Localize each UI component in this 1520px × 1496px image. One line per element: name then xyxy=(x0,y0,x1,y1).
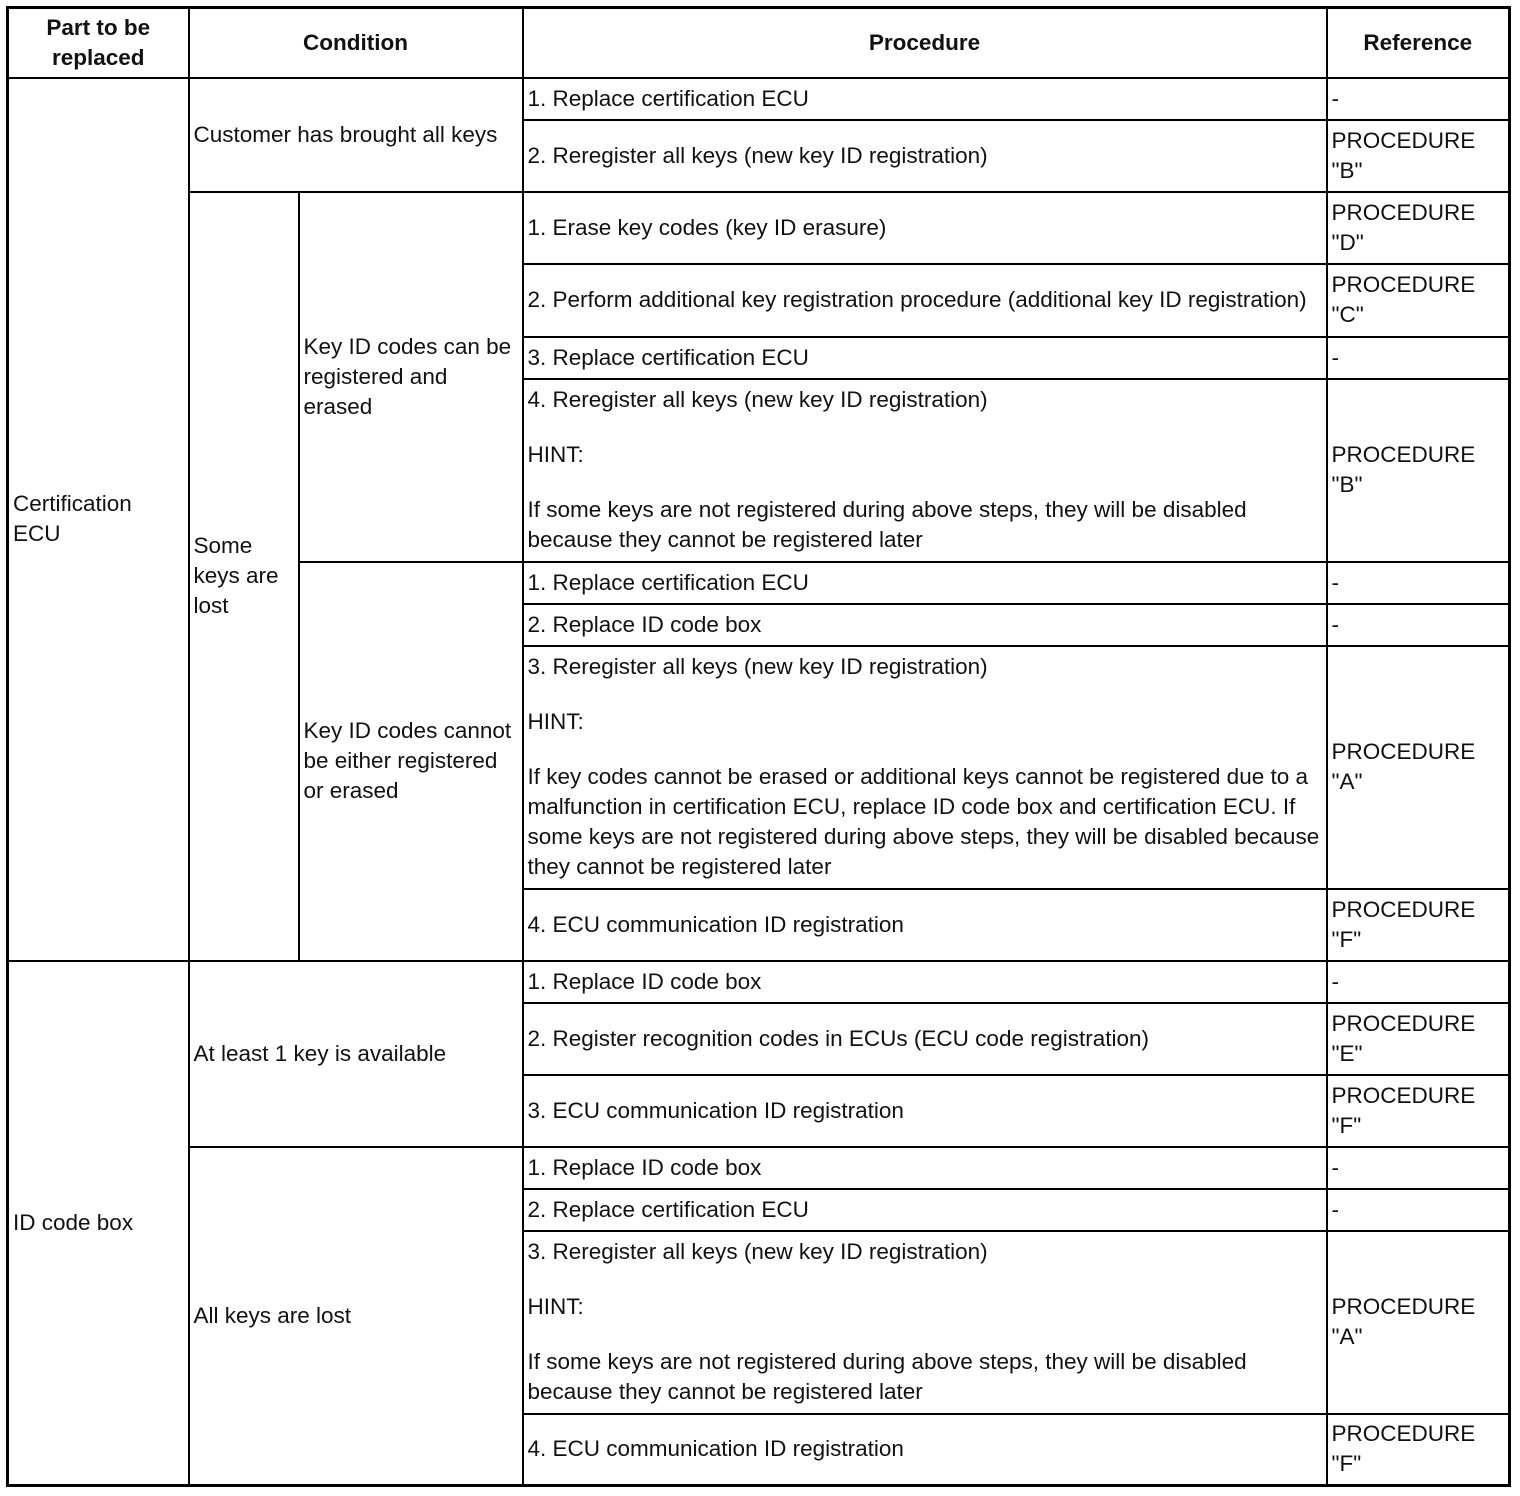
hint-label: HINT: xyxy=(527,709,584,734)
procedure-step-with-hint xyxy=(523,379,1327,562)
header-part: Part to be replaced xyxy=(8,8,189,78)
header-row xyxy=(8,8,1510,78)
reference-cell: - xyxy=(1327,604,1510,646)
condition-all-keys: Customer has brought all keys xyxy=(189,78,523,192)
reference-cell: PROCEDURE "B" xyxy=(1327,120,1510,192)
hint-text: If some keys are not registered during above steps, they will be disabled because they cannot be registered later xyxy=(527,1349,1247,1404)
subcondition-cannot-register: Key ID codes cannot be either registered or erased xyxy=(299,562,523,961)
reference-cell: PROCEDURE "F" xyxy=(1327,1075,1510,1147)
procedure-step: 3. Reregister all keys (new key ID registration) xyxy=(527,654,988,679)
reference-cell: PROCEDURE "D" xyxy=(1327,192,1510,264)
part-certification-ecu: Certification ECU xyxy=(8,78,189,961)
table-row xyxy=(8,192,1510,264)
procedure-step: 4. ECU communication ID registration xyxy=(523,889,1327,961)
procedure-step: 2. Reregister all keys (new key ID registration) xyxy=(523,120,1327,192)
procedure-step: 3. Replace certification ECU xyxy=(523,337,1327,379)
part-id-code-box: ID code box xyxy=(8,961,189,1486)
header-condition: Condition xyxy=(189,8,523,78)
table-row xyxy=(8,961,1510,1003)
reference-cell: PROCEDURE "B" xyxy=(1327,379,1510,562)
hint-text: If some keys are not registered during above steps, they will be disabled because they cannot be registered later xyxy=(527,497,1247,552)
table-row xyxy=(8,1147,1510,1189)
condition-at-least-one-key: At least 1 key is available xyxy=(189,961,523,1147)
reference-cell: PROCEDURE "A" xyxy=(1327,1231,1510,1414)
subcondition-can-register: Key ID codes can be registered and erased xyxy=(299,192,523,562)
procedure-step: 2. Register recognition codes in ECUs (ECU code registration) xyxy=(523,1003,1327,1075)
procedure-step: 1. Replace ID code box xyxy=(523,961,1327,1003)
condition-some-keys-lost: Some keys are lost xyxy=(189,192,299,961)
procedure-step: 1. Replace certification ECU xyxy=(523,562,1327,604)
procedure-step: 1. Replace ID code box xyxy=(523,1147,1327,1189)
reference-cell: PROCEDURE "E" xyxy=(1327,1003,1510,1075)
header-procedure: Procedure xyxy=(523,8,1327,78)
procedure-step: 1. Replace certification ECU xyxy=(523,78,1327,120)
reference-cell: PROCEDURE "F" xyxy=(1327,889,1510,961)
reference-cell: PROCEDURE "F" xyxy=(1327,1414,1510,1486)
reference-cell: PROCEDURE "A" xyxy=(1327,646,1510,889)
reference-cell: PROCEDURE "C" xyxy=(1327,264,1510,337)
reference-cell: - xyxy=(1327,337,1510,379)
reference-cell: - xyxy=(1327,562,1510,604)
replacement-procedure-table xyxy=(6,6,1511,1487)
reference-cell: - xyxy=(1327,1189,1510,1231)
procedure-step: 2. Replace ID code box xyxy=(523,604,1327,646)
header-reference: Reference xyxy=(1327,8,1510,78)
procedure-step: 4. ECU communication ID registration xyxy=(523,1414,1327,1486)
procedure-step: 2. Replace certification ECU xyxy=(523,1189,1327,1231)
reference-cell: - xyxy=(1327,1147,1510,1189)
procedure-step: 1. Erase key codes (key ID erasure) xyxy=(523,192,1327,264)
procedure-step: 4. Reregister all keys (new key ID registration) xyxy=(527,387,988,412)
reference-cell: - xyxy=(1327,78,1510,120)
procedure-step-with-hint xyxy=(523,1231,1327,1414)
reference-cell: - xyxy=(1327,961,1510,1003)
procedure-step: 3. ECU communication ID registration xyxy=(523,1075,1327,1147)
condition-all-keys-lost: All keys are lost xyxy=(189,1147,523,1486)
procedure-step-with-hint xyxy=(523,646,1327,889)
hint-text: If key codes cannot be erased or additional keys cannot be registered due to a malfunction in certification ECU, replace ID code box and certification ECU. If some keys are not registered during above steps, they will be disabled because they cannot be registered later xyxy=(527,764,1320,879)
document-frame xyxy=(6,6,1511,1487)
hint-label: HINT: xyxy=(527,1294,584,1319)
procedure-step: 3. Reregister all keys (new key ID registration) xyxy=(527,1239,988,1264)
hint-label: HINT: xyxy=(527,442,584,467)
table-row xyxy=(8,78,1510,120)
procedure-step: 2. Perform additional key registration procedure (additional key ID registration) xyxy=(523,264,1327,337)
